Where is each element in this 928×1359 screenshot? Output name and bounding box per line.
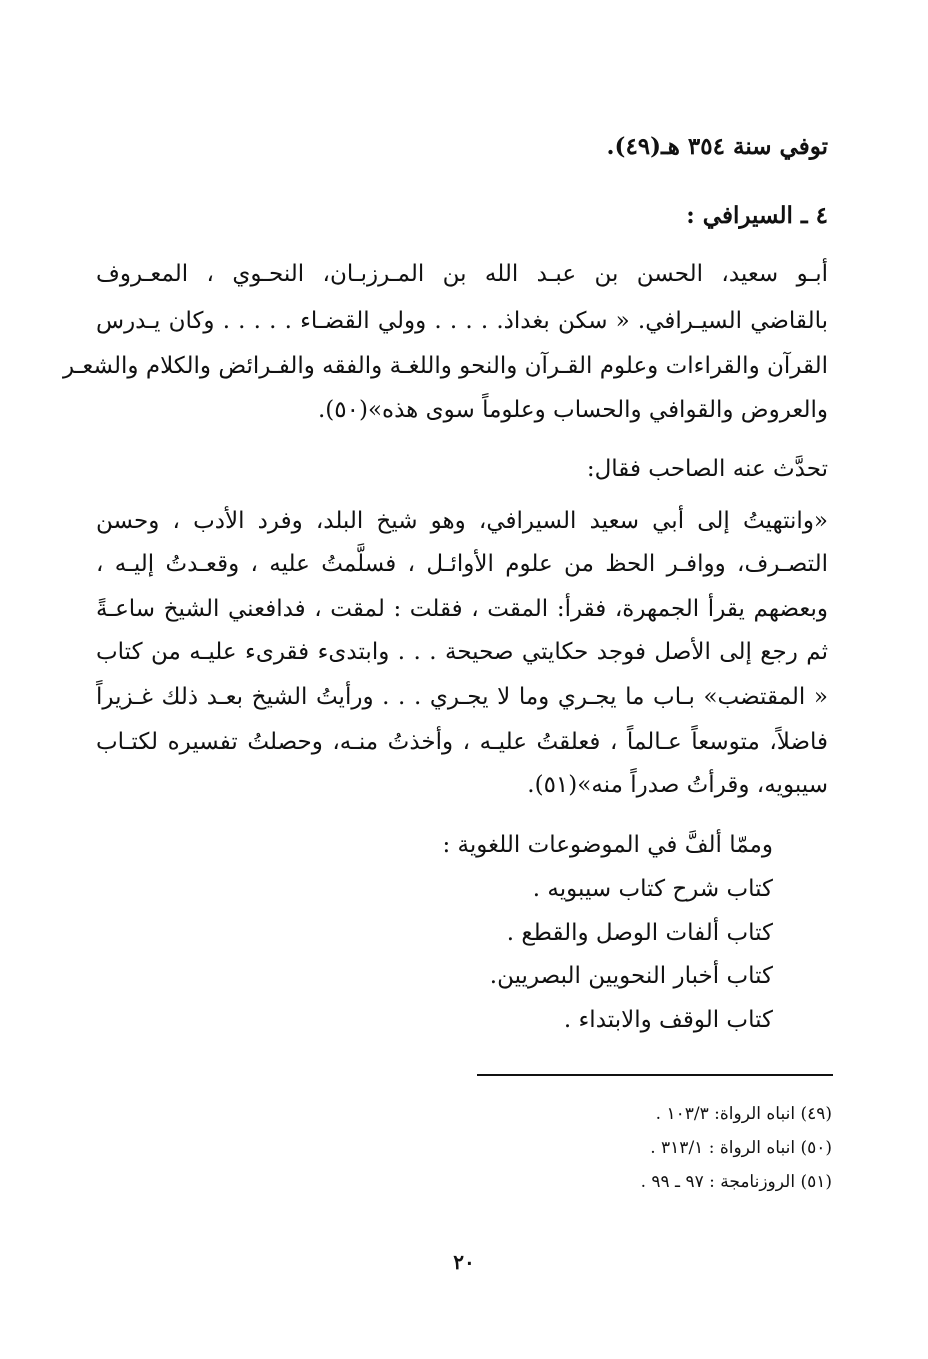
paragraph-line: بالقاضي السيـرافي. « سكن بغداذ. . . . . وولي القضـاء . . . . . وكان يـدرس: [96, 308, 828, 334]
paragraph-line: أبـو سعيد، الحسن بن عبـد الله بن المـرزبـان، النحـوي ، المعـروف: [96, 261, 828, 287]
list-item: كتاب الوقف والابتداء .: [563, 1007, 773, 1033]
section-heading: ٤ ـ السيرافي :: [686, 202, 828, 229]
paragraph-line: والعروض والقوافي والحساب وعلوماً سوى هذه»(٥٠).: [318, 397, 828, 423]
footnote-51: (٥١) الروزنامجة : ٩٧ ـ ٩٩ .: [640, 1172, 832, 1192]
list-item: كتاب أخبار النحويين البصريين.: [489, 963, 773, 989]
paragraph-line: سيبويه، وقرأتُ صدراً منه»(٥١).: [527, 772, 828, 798]
list-item: كتاب شرح كتاب سيبويه .: [532, 876, 773, 902]
paragraph-line: القرآن والقراءات وعلوم القـرآن والنحو واللغـة والفقه والفـرائض والكلام والشعـر: [62, 353, 828, 379]
paragraph-line: وبعضهم يقرأ الجمهرة، فقرأ: المقت ، فقلت : لمقت ، فدافعني الشيخ ساعـةً: [96, 596, 828, 622]
works-intro: وممّا ألفَّ في الموضوعات اللغوية :: [442, 832, 773, 858]
paragraph-line: «وانتهيتُ إلى أبي سعيد السيرافي، وهو شيخ البلد، وفرد الأدب ، وحسن: [96, 508, 828, 534]
paragraph-line: « المقتضب» بـاب ما يجـري وما لا يجـري . . . ورأيتُ الشيخ بعـد ذلك غـزيراً: [96, 684, 828, 710]
paragraph-line: ثم رجع إلى الأصل فوجد حكايتي صحيحة . . . وابتدىء فقرىء عليـه من كتاب: [96, 639, 828, 665]
quote-intro: تحدَّث عنه الصاحب فقال:: [586, 456, 828, 482]
list-item: كتاب ألفات الوصل والقطع .: [506, 920, 773, 946]
footnote-50: (٥٠) انباه الرواة : ٣١٣/١ .: [650, 1138, 832, 1158]
paragraph-line: التصـرف، ووافـر الحظ من علوم الأوائـل ، فسلَّمتُ عليه ، وقعـدتُ إليـه ،: [96, 551, 828, 577]
page-number: ٢٠: [453, 1250, 475, 1274]
footnote-divider: [477, 1074, 833, 1076]
paragraph-line: فاضلاً، متوسعاً عـالماً ، فعلقتُ عليـه ، وأخذتُ منـه، وحصلتُ تفسيره لكتـاب: [96, 729, 828, 755]
death-date-line: توفي سنة ٣٥٤ هـ(٤٩).: [606, 133, 828, 160]
footnote-49: (٤٩) انباه الرواة: ١٠٣/٣ .: [655, 1104, 832, 1124]
